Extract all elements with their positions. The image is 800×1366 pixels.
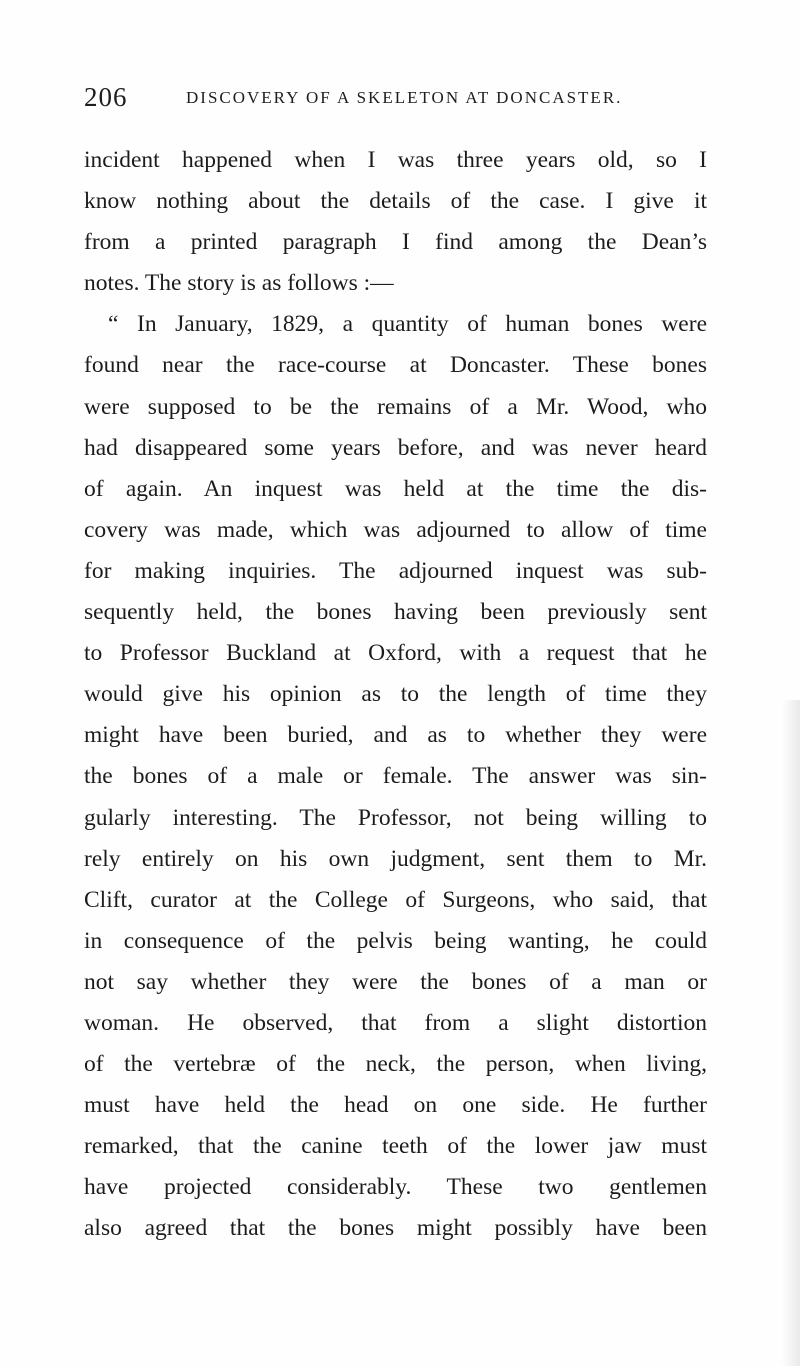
text-line: gularly interesting. The Professor, not being willing to	[84, 804, 707, 831]
text-line: not say whether they were the bones of a man or	[84, 968, 707, 995]
text-line: had disappeared some years before, and was never heard	[84, 434, 707, 461]
text-line: of the vertebræ of the neck, the person, when living,	[84, 1051, 707, 1078]
text-line: found near the race-course at Doncaster. These bones	[84, 352, 707, 379]
text-line: might have been buried, and as to whether they were	[84, 722, 707, 749]
text-line: to Professor Buckland at Oxford, with a request that he	[84, 640, 707, 667]
text-line: remarked, that the canine teeth of the lower jaw must	[84, 1133, 707, 1160]
text-line: from a printed paragraph I find among the Dean’s	[84, 229, 707, 256]
text-line: covery was made, which was adjourned to allow of time	[84, 516, 707, 543]
text-line: would give his opinion as to the length of time they	[84, 681, 707, 708]
text-line: notes. The story is as follows :—	[84, 270, 394, 297]
text-line: Clift, curator at the College of Surgeons, who said, that	[84, 886, 707, 913]
page-number: 206	[84, 82, 128, 112]
text-line: in consequence of the pelvis being wanting, he could	[84, 927, 707, 954]
running-title: DISCOVERY OF A SKELETON AT DONCASTER.	[186, 88, 623, 107]
text-line: have projected considerably. These two gentlemen	[84, 1174, 707, 1201]
text-line: “ In January, 1829, a quantity of human bones were	[108, 311, 707, 338]
body-text	[84, 140, 707, 1250]
text-line: were supposed to be the remains of a Mr. Wood, who	[84, 393, 707, 420]
text-line: woman. He observed, that from a slight distortion	[84, 1009, 707, 1036]
page-edge-shadow	[782, 700, 800, 1366]
text-line: for making inquiries. The adjourned inquest was sub-	[84, 557, 707, 584]
text-line: incident happened when I was three years old, so I	[84, 147, 707, 173]
text-line: also agreed that the bones might possibly have been	[84, 1215, 707, 1242]
text-line: must have held the head on one side. He further	[84, 1092, 707, 1119]
text-line: know nothing about the details of the case. I give it	[84, 188, 707, 215]
text-line: the bones of a male or female. The answer was sin-	[84, 763, 707, 790]
text-line: sequently held, the bones having been previously sent	[84, 599, 707, 626]
page-header	[84, 82, 704, 122]
text-line: of again. An inquest was held at the time the dis-	[84, 475, 707, 502]
text-line: rely entirely on his own judgment, sent them to Mr.	[84, 845, 707, 872]
